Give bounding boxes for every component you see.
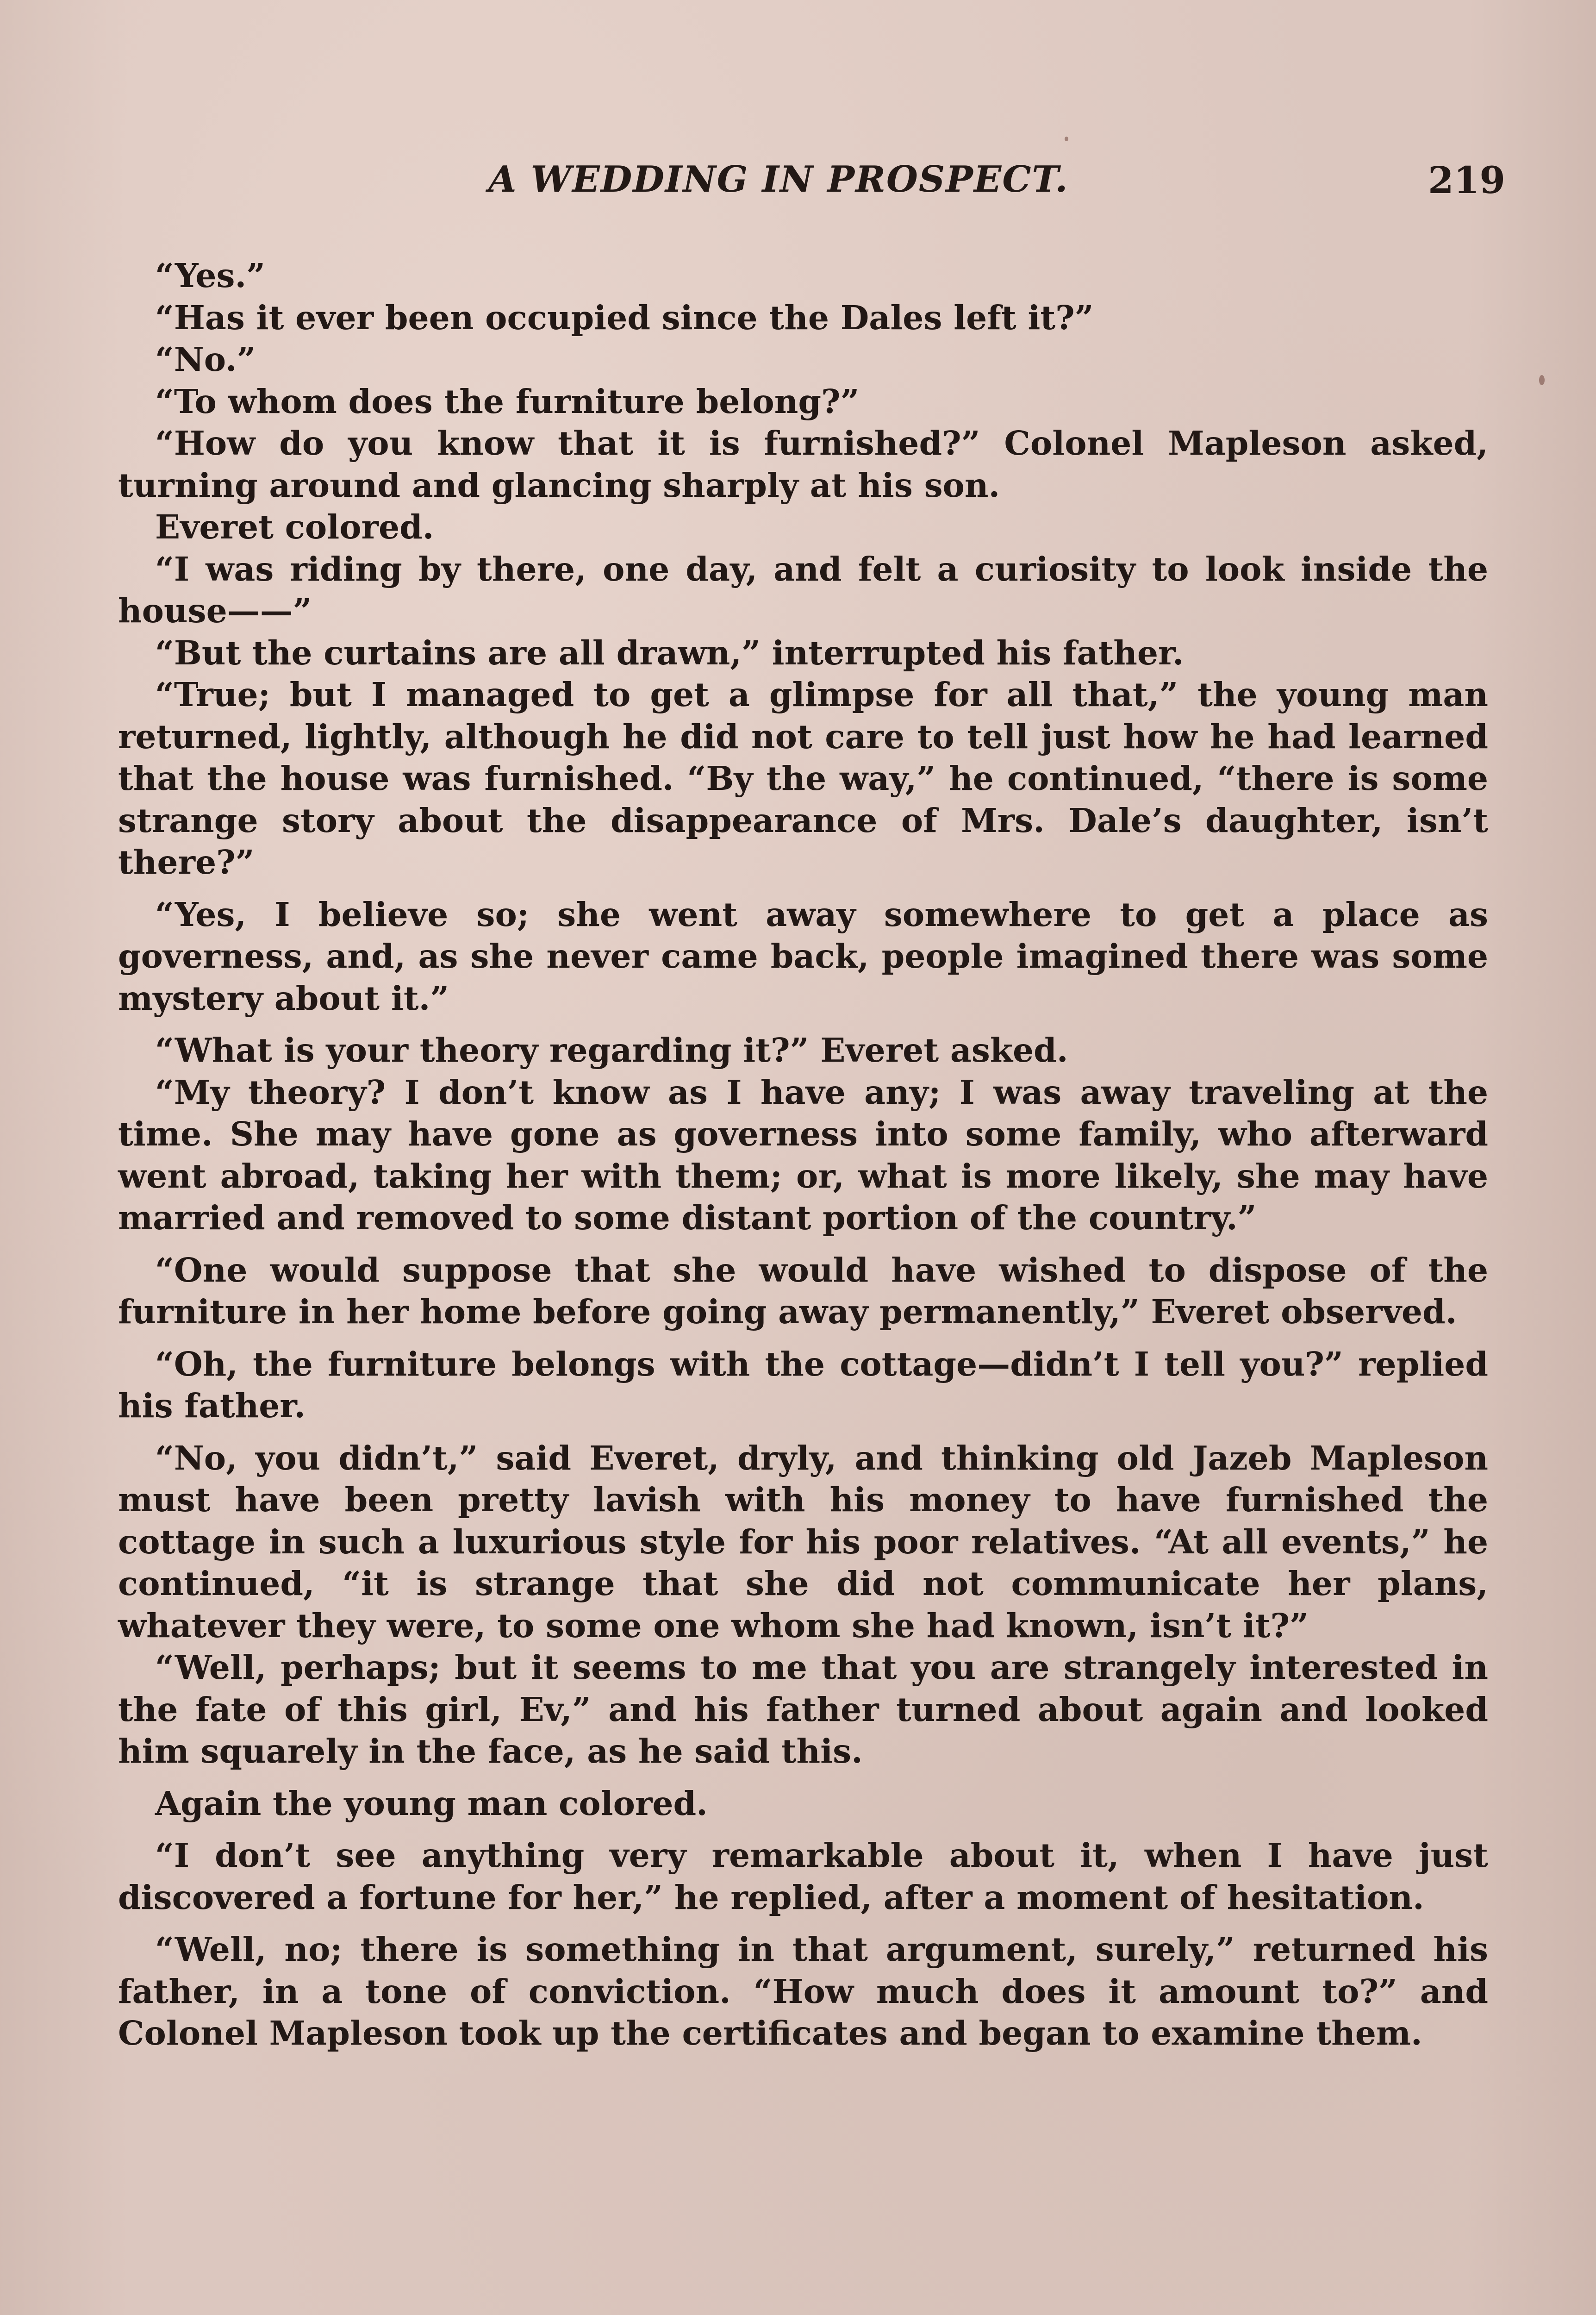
paragraph: “I was riding by there, one day, and felt a curiosity to look inside the house——”	[118, 549, 1488, 630]
paragraph: “One would suppose that she would have wished to dispose of the furniture in her home before going away permanently,” Everet observed.	[118, 1250, 1488, 1331]
paragraph: “Yes.”	[155, 256, 266, 295]
paragraph: “Yes, I believe so; she went away somewhere to get a place as governess, and, as she never came back, people imagined there was some mystery about it.”	[118, 895, 1488, 1018]
text-body	[118, 255, 1488, 2054]
paragraph: “How do you know that it is furnished?” Colonel Mapleson asked, turning around and glancing sharply at his son.	[118, 424, 1488, 505]
paragraph: Everet colored.	[155, 507, 434, 546]
paragraph: “Well, no; there is something in that argument, surely,” returned his father, in a tone of conviction. “How much does it amount to?” and Colonel Mapleson took up the certificates and began to examine them.	[118, 1930, 1488, 2052]
paragraph: Again the young man colored.	[155, 1783, 708, 1823]
paragraph: “No, you didn’t,” said Everet, dryly, and thinking old Jazeb Mapleson must have been pretty lavish with his money to have furnished the cottage in such a luxurious style for his poor relatives. “At all events,” he continued, “it is strange that she did not communicate her plans, whatever they were, to some one whom she had known, isn’t it?”	[118, 1438, 1488, 1645]
paper-speck	[1065, 137, 1068, 141]
paragraph: “To whom does the furniture belong?”	[155, 382, 860, 421]
paragraph: “True; but I managed to get a glimpse for all that,” the young man returned, lightly, although he did not care to tell just how he had learned that the house was furnished. “By the way,” he continued, “there is some strange story about the disappearance of Mrs. Dale’s daughter, isn’t there?”	[118, 675, 1488, 882]
paragraph: “I don’t see anything very remarkable about it, when I have just discovered a fortune for her,” he replied, after a moment of hesitation.	[118, 1836, 1488, 1917]
paragraph: “Well, perhaps; but it seems to me that you are strangely interested in the fate of this girl, Ev,” and his father turned about again and looked him squarely in the face, as he said this.	[118, 1648, 1488, 1771]
paragraph: “But the curtains are all drawn,” interrupted his father.	[155, 633, 1184, 672]
paragraph: “Oh, the furniture belongs with the cottage—didn’t I tell you?” replied his father.	[118, 1344, 1488, 1425]
page-number: 219	[1428, 158, 1505, 202]
paragraph: “What is your theory regarding it?” Everet asked.	[155, 1031, 1068, 1070]
paragraph: “Has it ever been occupied since the Dales left it?”	[155, 298, 1094, 337]
running-title: A WEDDING IN PROSPECT.	[488, 158, 1069, 200]
paper-speck	[1539, 375, 1545, 385]
paragraph: “No.”	[155, 340, 256, 379]
paragraph: “My theory? I don’t know as I have any; I was away traveling at the time. She may have gone as governess into some family, who afterward went abroad, taking her with them; or, what is more likely, she may have married and removed to some distant portion of the country.”	[118, 1072, 1488, 1237]
